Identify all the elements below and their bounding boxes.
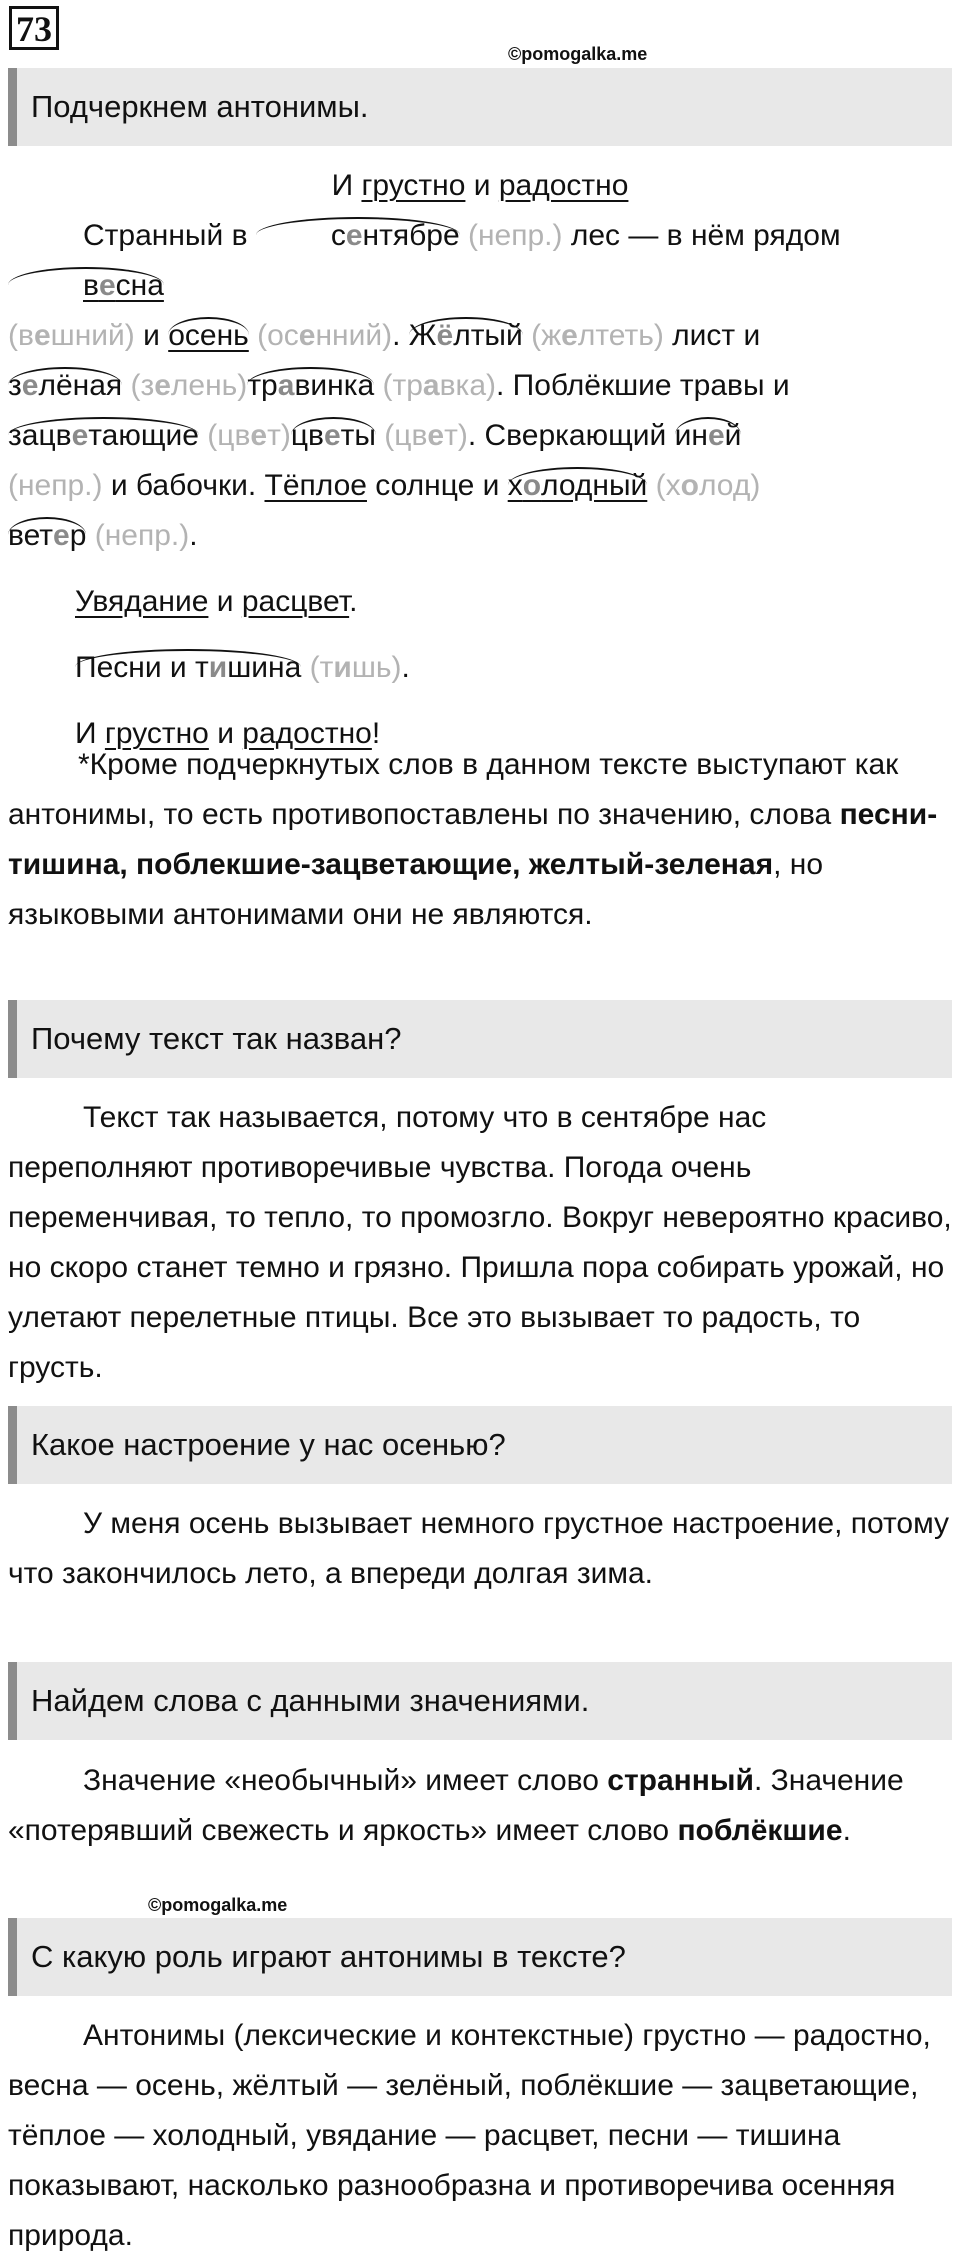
poem-line: (непр.) и бабочки. Тёплое солнце и холодный (холод)	[8, 461, 952, 511]
poem-line: Странный в сентябре (непр.) лес — в нём рядом весна	[8, 211, 952, 311]
poem-line: зацветающие (цвет)цветы (цвет). Сверкающий иней	[8, 411, 952, 461]
poem-line: (вешний) и осень (осенний). Жёлтый (желтеть) лист и	[8, 311, 952, 361]
section-heading: С какую роль играют антонимы в тексте?	[8, 1918, 952, 1996]
watermark: ©pomogalka.me	[508, 44, 648, 64]
section-heading: Почему текст так назван?	[8, 1000, 952, 1078]
answer-text: Антонимы (лексические и контекстные) грустно — радостно, весна — осень, жёлтый — зелёный, поблёкшие — зацветающие, тёплое — холодный, увядание — расцвет, песни — тишина показывают, насколько разнообразна и противоречива осенняя природа.	[8, 2019, 931, 2252]
poem-title: И грустно и радостно	[331, 169, 629, 202]
poem-line: зелёная (зелень)травинка (травка). Поблёкшие травы и	[8, 361, 952, 411]
antonym-note: *Кроме подчеркнутых слов в данном тексте выступают как антонимы, то есть противопоставлены по значению, слова песни-тишина, поблекшие-зацветающие, желтый-зеленая, но языковыми антонимами они не являются.	[8, 748, 938, 931]
answer-text: Значение «необычный» имеет слово странный. Значение «потерявший свежесть и яркость» имеет слово поблёкшие.	[8, 1764, 904, 1847]
poem-line: Песни и тишина (тишь).	[8, 643, 952, 693]
poem-line: И грустно и радостно!	[75, 717, 381, 750]
poem-line: Увядание и расцвет.	[75, 585, 358, 618]
answer-text: Текст так называется, потому что в сентябре нас переполняют противоречивые чувства. Погода очень переменчивая, то тепло, то промозгло. Вокруг невероятно красиво, но скоро станет темно и грязно. Пришла пора собирать урожай, но улетают перелетные птицы. Все это вызывает то радость, то грусть.	[8, 1101, 952, 1384]
watermark: ©pomogalka.me	[148, 1895, 288, 1915]
poem	[8, 161, 952, 759]
section-heading: Подчеркнем антонимы.	[8, 68, 952, 146]
section-heading: Какое настроение у нас осенью?	[8, 1406, 952, 1484]
section-heading: Найдем слова с данными значениями.	[8, 1662, 952, 1740]
task-number: 73	[9, 6, 59, 50]
poem-line: ветер (непр.).	[8, 511, 952, 561]
answer-text: У меня осень вызывает немного грустное настроение, потому что закончилось лето, а впереди долгая зима.	[8, 1507, 950, 1590]
